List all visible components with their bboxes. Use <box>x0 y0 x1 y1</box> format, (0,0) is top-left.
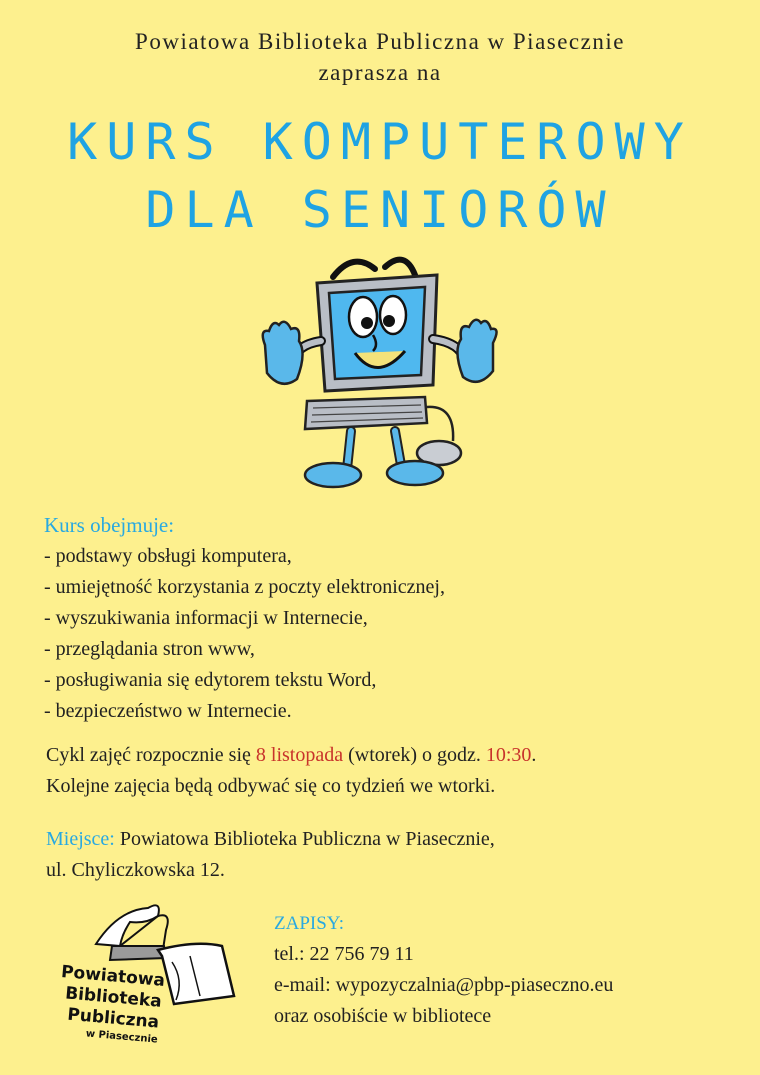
list-item: - przeglądania stron www, <box>44 638 255 660</box>
schedule-line-2: Kolejne zajęcia będą odbywać się co tydzień we wtorki. <box>46 775 496 797</box>
contact-phone: tel.: 22 756 79 11 <box>274 943 414 965</box>
logo-line-4: w Piasecznie <box>85 1028 159 1046</box>
schedule-text: . <box>531 744 537 766</box>
logo-line-3: Publiczna <box>66 1004 160 1033</box>
header <box>0 26 760 88</box>
contact-heading: ZAPISY: <box>274 913 345 934</box>
course-label: Kurs obejmuje: <box>44 513 175 537</box>
list-item: - wyszukiwania informacji w Internecie, <box>44 607 368 629</box>
course-topics-list <box>44 541 724 727</box>
title-line-2: DLA SENIORÓW <box>145 181 615 239</box>
list-item: - bezpieczeństwo w Internecie. <box>44 700 292 722</box>
list-item: - umiejętność korzystania z poczty elektronicznej, <box>44 576 445 598</box>
course-section <box>44 510 724 727</box>
schedule-section <box>46 740 736 802</box>
start-date: 8 listopada <box>255 744 344 766</box>
schedule-line-1 <box>46 740 736 771</box>
place-section <box>46 824 736 886</box>
logo-line-2: Biblioteka <box>64 983 163 1012</box>
place-name: Powiatowa Biblioteka Publiczna w Piasecznie, <box>114 828 495 850</box>
header-line-2: zaprasza na <box>318 60 442 85</box>
header-line-1: Powiatowa Biblioteka Publiczna w Piasecznie <box>135 29 625 54</box>
computer-mascot-icon <box>255 245 505 495</box>
list-item: - podstawy obsługi komputera, <box>44 545 292 567</box>
list-item: - posługiwania się edytorem tekstu Word, <box>44 669 377 691</box>
library-logo-text <box>55 962 201 1051</box>
place-line-1 <box>46 824 736 855</box>
place-label: Miejsce: <box>46 828 115 850</box>
contact-note: oraz osobiście w bibliotece <box>274 1005 492 1027</box>
schedule-text: (wtorek) o godz. <box>343 744 486 766</box>
poster-title <box>0 108 760 244</box>
schedule-text: Cykl zajęć rozpocznie się <box>46 744 256 766</box>
start-time: 10:30 <box>485 744 532 766</box>
place-address: ul. Chyliczkowska 12. <box>46 859 225 881</box>
contact-section <box>274 908 744 1032</box>
contact-email: e-mail: wypozyczalnia@pbp-piaseczno.eu <box>274 974 614 996</box>
logo-line-1: Powiatowa <box>60 962 166 991</box>
title-line-1: KURS KOMPUTEROWY <box>67 113 693 171</box>
